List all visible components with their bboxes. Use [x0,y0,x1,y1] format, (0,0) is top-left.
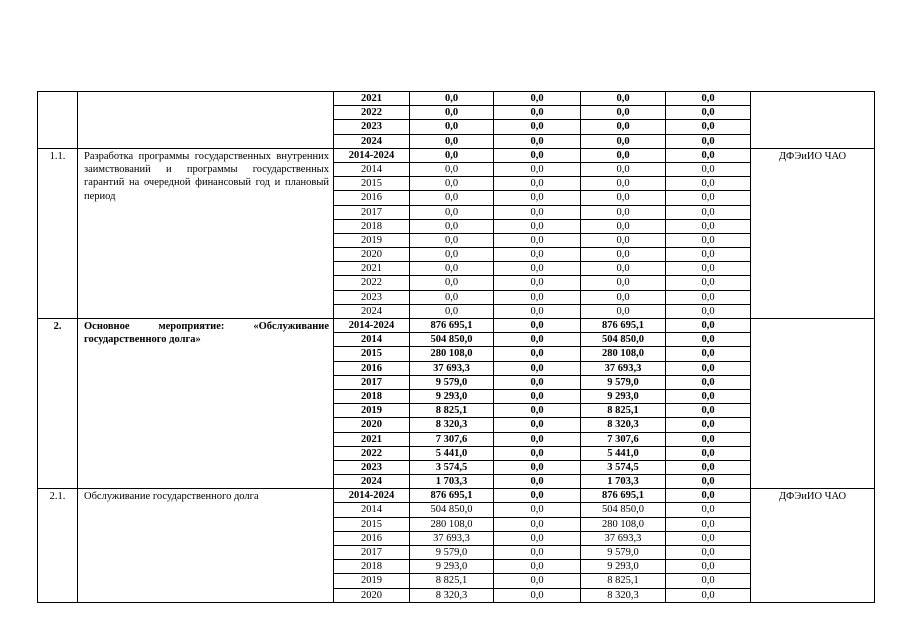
year-cell: 2017 [334,205,410,219]
value-cell-c3: 0,0 [581,134,666,148]
value-cell-c3: 8 320,3 [581,588,666,602]
value-cell-c3: 280 108,0 [581,517,666,531]
value-cell-c2: 0,0 [494,205,581,219]
value-cell-c2: 0,0 [494,389,581,403]
value-cell-total: 0,0 [410,106,494,120]
value-cell-c2: 0,0 [494,106,581,120]
year-cell: 2024 [334,134,410,148]
value-cell-total: 9 579,0 [410,375,494,389]
value-cell-total: 37 693,3 [410,361,494,375]
year-cell: 2020 [334,418,410,432]
executor-cell: ДФЭиИО ЧАО [751,489,875,603]
value-cell-c4: 0,0 [666,219,751,233]
value-cell-c2: 0,0 [494,120,581,134]
value-cell-c3: 37 693,3 [581,361,666,375]
value-cell-total: 0,0 [410,304,494,318]
activity-name: Обслуживание государственного долга [78,489,334,603]
value-cell-total: 37 693,3 [410,531,494,545]
year-cell: 2021 [334,262,410,276]
value-cell-total: 8 320,3 [410,418,494,432]
year-cell: 2023 [334,460,410,474]
value-cell-c2: 0,0 [494,162,581,176]
value-cell-total: 9 293,0 [410,389,494,403]
value-cell-c2: 0,0 [494,517,581,531]
value-cell-c3: 0,0 [581,191,666,205]
year-cell: 2018 [334,560,410,574]
year-cell: 2020 [334,588,410,602]
value-cell-c4: 0,0 [666,560,751,574]
year-cell: 2017 [334,375,410,389]
value-cell-c3: 0,0 [581,233,666,247]
value-cell-c3: 876 695,1 [581,319,666,333]
value-cell-c3: 0,0 [581,92,666,106]
year-cell: 2023 [334,290,410,304]
value-cell-c3: 0,0 [581,148,666,162]
value-cell-c2: 0,0 [494,191,581,205]
year-cell: 2016 [334,531,410,545]
value-cell-c4: 0,0 [666,162,751,176]
activity-name [78,92,334,149]
value-cell-total: 0,0 [410,120,494,134]
value-cell-c4: 0,0 [666,574,751,588]
value-cell-c3: 9 579,0 [581,375,666,389]
value-cell-total: 0,0 [410,248,494,262]
value-cell-total: 0,0 [410,162,494,176]
table-row [38,148,875,162]
value-cell-total: 7 307,6 [410,432,494,446]
row-index: 2.1. [38,489,78,603]
year-cell: 2014-2024 [334,489,410,503]
value-cell-c4: 0,0 [666,446,751,460]
value-cell-c3: 280 108,0 [581,347,666,361]
executor-cell [751,319,875,489]
value-cell-total: 0,0 [410,92,494,106]
value-cell-c3: 5 441,0 [581,446,666,460]
value-cell-total: 0,0 [410,148,494,162]
table-body [38,92,875,603]
value-cell-c3: 0,0 [581,205,666,219]
value-cell-c3: 0,0 [581,276,666,290]
value-cell-c3: 7 307,6 [581,432,666,446]
value-cell-c4: 0,0 [666,418,751,432]
value-cell-c4: 0,0 [666,248,751,262]
value-cell-c2: 0,0 [494,92,581,106]
value-cell-c3: 9 293,0 [581,389,666,403]
value-cell-c2: 0,0 [494,304,581,318]
value-cell-c4: 0,0 [666,106,751,120]
value-cell-c4: 0,0 [666,531,751,545]
year-cell: 2023 [334,120,410,134]
value-cell-total: 0,0 [410,276,494,290]
value-cell-c3: 8 825,1 [581,404,666,418]
value-cell-c2: 0,0 [494,503,581,517]
row-index [38,92,78,149]
value-cell-c4: 0,0 [666,205,751,219]
value-cell-c2: 0,0 [494,404,581,418]
value-cell-c4: 0,0 [666,134,751,148]
value-cell-total: 3 574,5 [410,460,494,474]
value-cell-total: 280 108,0 [410,517,494,531]
row-index: 1.1. [38,148,78,318]
value-cell-c2: 0,0 [494,177,581,191]
value-cell-c2: 0,0 [494,446,581,460]
year-cell: 2024 [334,304,410,318]
value-cell-c4: 0,0 [666,233,751,247]
value-cell-total: 280 108,0 [410,347,494,361]
value-cell-c4: 0,0 [666,432,751,446]
value-cell-c2: 0,0 [494,347,581,361]
value-cell-c4: 0,0 [666,177,751,191]
value-cell-c2: 0,0 [494,248,581,262]
value-cell-c4: 0,0 [666,375,751,389]
value-cell-c2: 0,0 [494,432,581,446]
year-cell: 2021 [334,432,410,446]
value-cell-c4: 0,0 [666,191,751,205]
value-cell-c2: 0,0 [494,219,581,233]
value-cell-total: 8 320,3 [410,588,494,602]
value-cell-total: 0,0 [410,134,494,148]
year-cell: 2024 [334,475,410,489]
value-cell-c4: 0,0 [666,333,751,347]
value-cell-c4: 0,0 [666,262,751,276]
value-cell-c2: 0,0 [494,319,581,333]
value-cell-total: 0,0 [410,290,494,304]
value-cell-total: 876 695,1 [410,489,494,503]
value-cell-c2: 0,0 [494,361,581,375]
year-cell: 2014 [334,503,410,517]
value-cell-c2: 0,0 [494,148,581,162]
value-cell-c4: 0,0 [666,290,751,304]
value-cell-c3: 0,0 [581,177,666,191]
value-cell-c3: 504 850,0 [581,503,666,517]
table-row [38,489,875,503]
year-cell: 2015 [334,517,410,531]
value-cell-c4: 0,0 [666,92,751,106]
value-cell-total: 9 293,0 [410,560,494,574]
year-cell: 2018 [334,219,410,233]
value-cell-c2: 0,0 [494,418,581,432]
value-cell-c4: 0,0 [666,304,751,318]
value-cell-total: 0,0 [410,262,494,276]
value-cell-c3: 37 693,3 [581,531,666,545]
executor-cell: ДФЭиИО ЧАО [751,148,875,318]
value-cell-c3: 8 825,1 [581,574,666,588]
value-cell-c4: 0,0 [666,503,751,517]
value-cell-c4: 0,0 [666,148,751,162]
value-cell-c2: 0,0 [494,475,581,489]
year-cell: 2019 [334,233,410,247]
year-cell: 2022 [334,446,410,460]
value-cell-c2: 0,0 [494,588,581,602]
value-cell-c4: 0,0 [666,517,751,531]
year-cell: 2017 [334,546,410,560]
value-cell-total: 0,0 [410,191,494,205]
value-cell-c4: 0,0 [666,546,751,560]
value-cell-total: 0,0 [410,219,494,233]
budget-table [37,91,875,603]
year-cell: 2019 [334,574,410,588]
year-cell: 2022 [334,276,410,290]
value-cell-c2: 0,0 [494,574,581,588]
value-cell-c3: 876 695,1 [581,489,666,503]
value-cell-c4: 0,0 [666,120,751,134]
value-cell-c3: 0,0 [581,162,666,176]
executor-cell [751,92,875,149]
value-cell-total: 8 825,1 [410,574,494,588]
value-cell-c3: 0,0 [581,106,666,120]
year-cell: 2016 [334,191,410,205]
value-cell-c2: 0,0 [494,233,581,247]
value-cell-c2: 0,0 [494,333,581,347]
value-cell-c4: 0,0 [666,460,751,474]
value-cell-c3: 1 703,3 [581,475,666,489]
value-cell-c2: 0,0 [494,262,581,276]
value-cell-c2: 0,0 [494,531,581,545]
value-cell-total: 504 850,0 [410,333,494,347]
value-cell-c4: 0,0 [666,389,751,403]
year-cell: 2020 [334,248,410,262]
year-cell: 2014 [334,333,410,347]
value-cell-c4: 0,0 [666,475,751,489]
value-cell-total: 504 850,0 [410,503,494,517]
year-cell: 2019 [334,404,410,418]
value-cell-c3: 504 850,0 [581,333,666,347]
value-cell-c2: 0,0 [494,375,581,389]
value-cell-c3: 8 320,3 [581,418,666,432]
value-cell-c4: 0,0 [666,276,751,290]
value-cell-total: 1 703,3 [410,475,494,489]
value-cell-total: 0,0 [410,205,494,219]
value-cell-c3: 3 574,5 [581,460,666,474]
value-cell-c4: 0,0 [666,361,751,375]
year-cell: 2015 [334,347,410,361]
value-cell-total: 0,0 [410,233,494,247]
value-cell-c2: 0,0 [494,560,581,574]
row-index: 2. [38,319,78,489]
value-cell-total: 8 825,1 [410,404,494,418]
value-cell-c4: 0,0 [666,319,751,333]
value-cell-c3: 0,0 [581,304,666,318]
value-cell-c2: 0,0 [494,134,581,148]
value-cell-c3: 0,0 [581,120,666,134]
value-cell-c2: 0,0 [494,460,581,474]
value-cell-c4: 0,0 [666,347,751,361]
value-cell-c2: 0,0 [494,546,581,560]
year-cell: 2014 [334,162,410,176]
value-cell-c4: 0,0 [666,489,751,503]
year-cell: 2014-2024 [334,148,410,162]
value-cell-total: 0,0 [410,177,494,191]
value-cell-total: 876 695,1 [410,319,494,333]
year-cell: 2015 [334,177,410,191]
year-cell: 2022 [334,106,410,120]
value-cell-c3: 9 579,0 [581,546,666,560]
value-cell-c4: 0,0 [666,588,751,602]
table-row [38,92,875,106]
table-row [38,319,875,333]
value-cell-c3: 0,0 [581,262,666,276]
value-cell-c3: 0,0 [581,219,666,233]
value-cell-c4: 0,0 [666,404,751,418]
value-cell-c3: 0,0 [581,290,666,304]
activity-name: Основное мероприятие: «Обслуживание государственного долга» [78,319,334,489]
year-cell: 2021 [334,92,410,106]
year-cell: 2014-2024 [334,319,410,333]
value-cell-total: 5 441,0 [410,446,494,460]
value-cell-c3: 9 293,0 [581,560,666,574]
value-cell-total: 9 579,0 [410,546,494,560]
value-cell-c2: 0,0 [494,290,581,304]
value-cell-c3: 0,0 [581,248,666,262]
activity-name: Разработка программы государственных внутренних заимствований и программы государственных гарантий на очередной финансовый год и плановый период [78,148,334,318]
value-cell-c2: 0,0 [494,276,581,290]
year-cell: 2018 [334,389,410,403]
year-cell: 2016 [334,361,410,375]
value-cell-c2: 0,0 [494,489,581,503]
